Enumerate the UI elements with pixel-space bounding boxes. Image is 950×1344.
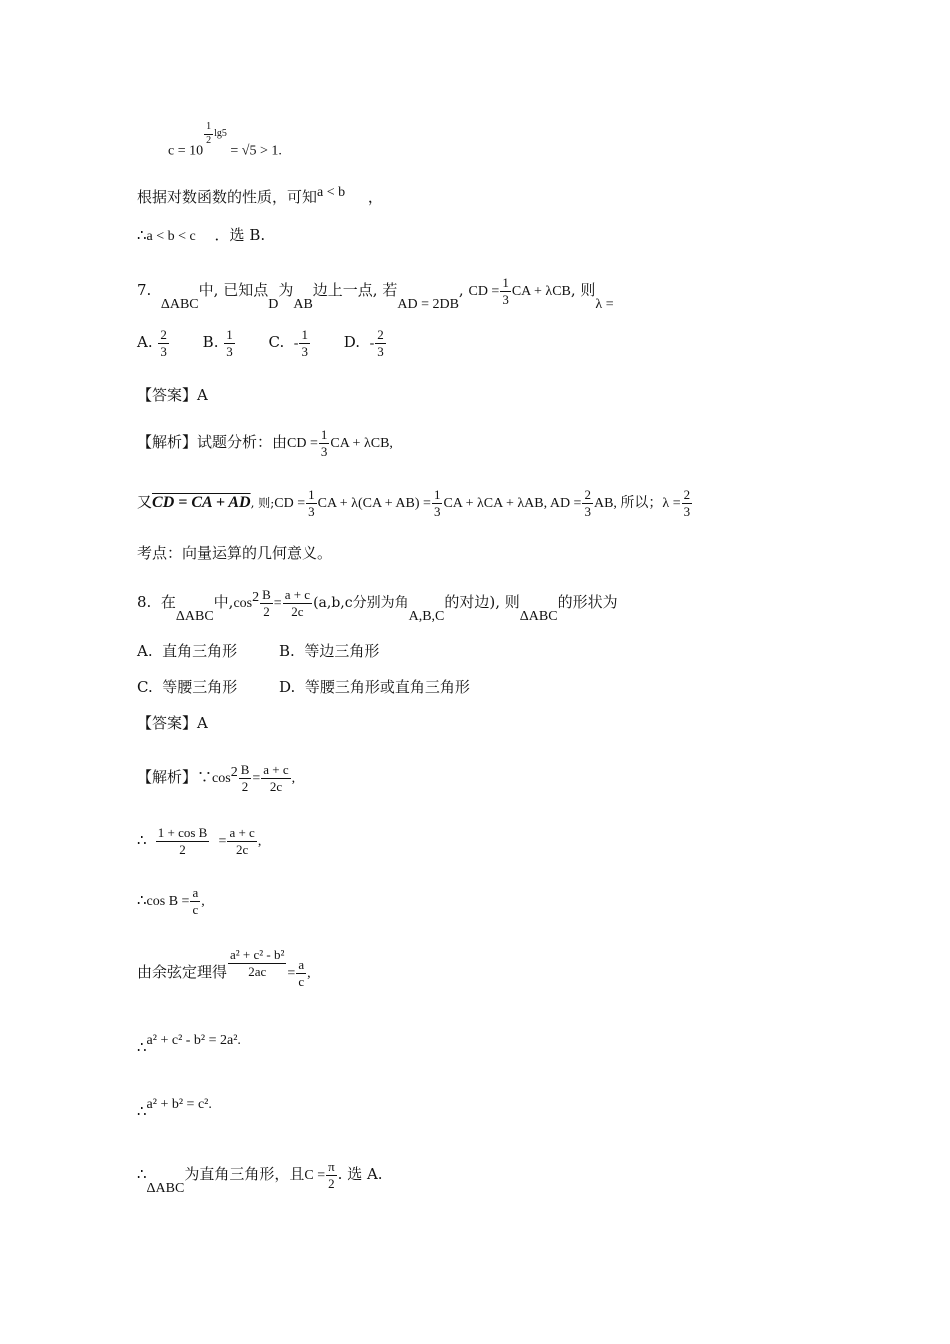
option-d[interactable]: D. 等腰三角形或直角三角形 (279, 678, 470, 696)
solution-step-2: ∴ $\frac{\text{1 + cos B}}{2}$ = $\frac{a + c}{2c}$ , (137, 825, 262, 857)
option-d[interactable]: D. - $\frac{2}{3}$ (343, 327, 384, 359)
question-8-options-row-1 (137, 644, 379, 659)
question-8-answer: 【答案】A (137, 714, 208, 732)
question-7-options (137, 328, 415, 358)
option-b[interactable]: B. 等边三角形 (279, 642, 380, 660)
solution-step-5: ∴a² + c² - b² = 2a². (137, 1033, 241, 1056)
solution-step-3: ∴cos B = $\frac{a}{c}$ , (137, 885, 205, 917)
option-a[interactable]: A. 直角三角形 (137, 642, 238, 660)
option-c[interactable]: C. 等腰三角形 (137, 678, 238, 696)
question-7-derivation: 又CD = CA + AD, 则;CD = $\frac{1}{3}$ CA + λ(CA + AB) = $\frac{1}{3}$ CA + λCA + λAB, AD = $\frac{2}{3}$ AB, 所以；λ = $\frac{2}{3}$ (137, 487, 691, 519)
solution-step-4: 由余弦定理得 $\frac{\text{a² + c² - b²}}{2ac}$ = $\frac{a}{c}$ , (137, 947, 311, 989)
option-b[interactable]: B. $\frac{1}{3}$ (202, 327, 233, 359)
conclusion-line: ∴a < b < c ．选 B. (137, 226, 266, 244)
question-8-options-row-2 (137, 680, 470, 695)
option-c[interactable]: C. - $\frac{1}{3}$ (268, 327, 308, 359)
question-7-answer: 【答案】A (137, 386, 208, 404)
condition-ad-2db: AD = 2DB (397, 297, 459, 313)
question-8: 8. 在ΔABC中$,\cos^2$ $\frac{B}{2}$ = $\frac{a + c}{2c}$ (a,b,c分别为角A,B,C的对边), 则ΔABC的形状为 (137, 587, 618, 625)
solution-step-7: ∴ΔABC为直角三角形，且C = $\frac{\pi}{2}$ . 选 A. (137, 1159, 383, 1197)
question-7-point: 考点：向量运算的几何意义。 (137, 544, 333, 562)
question-7: 7. ΔABC中, 已知点D为AB边上一点, 若AD = 2DB, CD = $\frac{1}{3}$ CA + λCB, 则λ = (137, 275, 614, 313)
formula-c-value: c = 10 $^{\frac{1}{2} lg5}$ = √5 > 1. (168, 121, 282, 159)
log-property-line: 根据对数函数的性质，可知a < b ， (137, 185, 383, 206)
question-7-analysis: 【解析】试题分析：由CD = $\frac{1}{3}$ CA + λCB, (137, 427, 393, 459)
exponent: 1 2 lg5 (206, 121, 227, 146)
solution-step-1: 【解析】$\because\cos^2$ $\frac{B}{2}$ = $\frac{a + c}{2c}$ , (137, 762, 296, 794)
option-a[interactable]: A. $\frac{2}{3}$ (137, 327, 167, 359)
solution-step-6: ∴a² + b² = c². (137, 1097, 212, 1120)
